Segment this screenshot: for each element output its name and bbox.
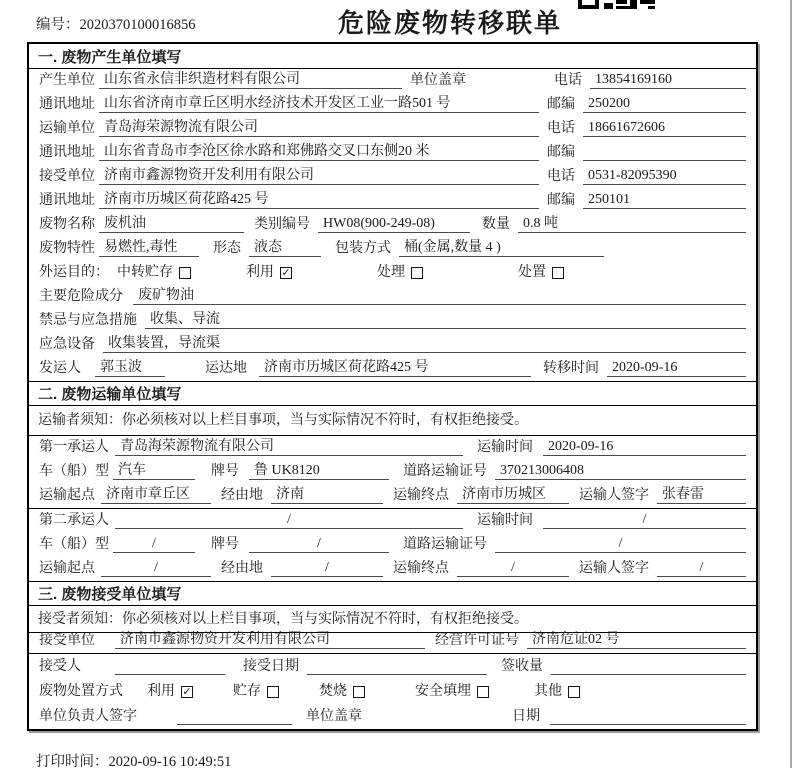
accept-unit-value: 济南市鑫源物资开发利用有限公司	[115, 631, 425, 649]
carrier1-value: 青岛海荣源物流有限公司	[115, 438, 463, 456]
unit-seal-label: 单位盖章	[410, 73, 466, 88]
transporter-row	[29, 117, 756, 141]
destination-value: 济南市历城区荷花路425 号	[259, 359, 531, 377]
form-label: 形态	[213, 241, 241, 256]
transporter-address: 山东省青岛市李沧区徐水路和郑佛路交叉口东侧20 米	[99, 143, 539, 161]
disposal-option-use: 利用	[147, 684, 175, 699]
receiver-value: 济南市鑫源物资开发利用有限公司	[99, 167, 539, 185]
transport-time-label: 运输时间	[477, 513, 533, 528]
end1-value: 济南市历城区	[457, 486, 569, 504]
receiver-zip: 250101	[583, 191, 746, 209]
transport-time2-value: /	[543, 511, 746, 529]
permit-label: 经营许可证号	[435, 633, 519, 648]
plate1-value: 鲁 UK8120	[249, 462, 389, 480]
sign-qty-value	[551, 658, 746, 675]
head-sign-value	[177, 708, 292, 725]
checkmark: ✓	[281, 266, 291, 279]
producer-value: 山东省永信非织造材料有限公司	[99, 71, 402, 89]
address-label: 通讯地址	[39, 193, 95, 208]
form-value: 液态	[249, 239, 321, 257]
equipment-row	[29, 333, 756, 357]
checkbox-disposal-use-icon	[181, 686, 193, 698]
date-value	[550, 708, 746, 725]
disposal-option-storage: 贮存	[233, 684, 261, 699]
phone-label: 电话	[547, 121, 575, 136]
emergency-value: 收集、导流	[145, 311, 746, 329]
transfer-time-label: 转移时间	[543, 361, 599, 376]
origin-label: 运输起点	[39, 561, 95, 576]
receiver-address-row	[29, 189, 756, 213]
via-label: 经由地	[221, 488, 263, 503]
transport-time1-value: 2020-09-16	[543, 438, 746, 456]
receiver-row	[29, 165, 756, 189]
end-label: 运输终点	[393, 488, 449, 503]
hazard-label: 主要危险成分	[39, 289, 123, 304]
acceptor-row	[29, 654, 756, 679]
carrier1-row	[29, 436, 756, 460]
plate-label: 牌号	[211, 537, 239, 552]
origin1-value: 济南市章丘区	[101, 486, 211, 504]
route1-row	[29, 484, 756, 508]
emergency-row	[29, 309, 756, 333]
accept-date-label: 接受日期	[243, 659, 299, 674]
carrier2-row	[29, 509, 756, 533]
disposal-label: 废物处置方式	[39, 684, 123, 699]
waste-name-label: 废物名称	[39, 217, 95, 232]
checkbox-transfer-storage-icon	[179, 267, 191, 279]
purpose-option-dispose: 处置	[518, 265, 546, 280]
via1-value: 济南	[271, 486, 383, 504]
section2-header: 二. 废物运输单位填写	[29, 381, 756, 406]
vehicle-type-label: 车（船）型	[39, 464, 109, 479]
head-sign-label: 单位负责人签字	[39, 709, 137, 724]
packing-label: 包装方式	[335, 241, 391, 256]
carrier2-value: /	[115, 511, 463, 529]
zip-label: 邮编	[547, 145, 575, 160]
route2-row	[29, 557, 756, 581]
road-license1-value: 370213006408	[495, 462, 746, 480]
equipment-label: 应急设备	[39, 337, 95, 352]
category-code: HW08(900-249-08)	[318, 215, 470, 233]
purpose-row	[29, 261, 756, 285]
checkbox-disposal-storage-icon	[267, 686, 279, 698]
accept-unit-row	[29, 633, 756, 654]
phone-label: 电话	[547, 169, 575, 184]
disposal-row	[29, 679, 756, 704]
sign-qty-label: 签收量	[501, 659, 543, 674]
section2-notice: 运输者须知：你必须核对以上栏目事项，当与实际情况不符时，有权拒绝接受。	[29, 406, 756, 436]
origin-label: 运输起点	[39, 488, 95, 503]
carrier-sign-label: 运输人签字	[579, 561, 649, 576]
character-value: 易燃性,毒性	[99, 239, 199, 257]
producer-row	[29, 69, 756, 93]
page-scan-edge	[790, 0, 792, 768]
vehicle1-row	[29, 460, 756, 484]
head-sign-row	[29, 704, 756, 729]
emergency-label: 禁忌与应急措施	[39, 313, 137, 328]
checkbox-use-icon	[280, 267, 292, 279]
purpose-option-use: 利用	[246, 265, 274, 280]
unit-seal-label: 单位盖章	[306, 709, 362, 724]
transporter-value: 青岛海荣源物流有限公司	[99, 119, 539, 137]
purpose-option-transfer-storage: 中转贮存	[117, 265, 173, 280]
purpose-option-treat: 处理	[377, 265, 405, 280]
waste-character-row	[29, 237, 756, 261]
producer-zip: 250200	[583, 95, 746, 113]
via2-value: /	[271, 559, 383, 577]
transfer-time-value: 2020-09-16	[607, 359, 746, 377]
checkbox-dispose-icon	[552, 267, 564, 279]
transport-time-label: 运输时间	[477, 440, 533, 455]
permit-value: 济南危证02 号	[527, 631, 746, 649]
carrier-sign-label: 运输人签字	[579, 488, 649, 503]
carrier-sign2-value: /	[657, 559, 746, 577]
character-label: 废物特性	[39, 241, 95, 256]
road-license-label: 道路运输证号	[403, 537, 487, 552]
disposal-option-other: 其他	[534, 684, 562, 699]
plate2-value: /	[249, 535, 389, 553]
equipment-value: 收集装置，导流渠	[103, 335, 746, 353]
acceptor-value	[115, 658, 225, 675]
serial-number: 2020370100016856	[79, 17, 196, 33]
shipper-label: 发运人	[39, 361, 81, 376]
hazard-row	[29, 285, 756, 309]
hazard-value: 废矿物油	[133, 287, 746, 305]
address-label: 通讯地址	[39, 97, 95, 112]
purpose-label: 外运目的：	[39, 265, 109, 280]
producer-address: 山东省济南市章丘区明水经济技术开发区工业一路501 号	[99, 95, 539, 113]
date-label: 日期	[512, 709, 540, 724]
receiver-label: 接受单位	[39, 169, 95, 184]
transporter-label: 运输单位	[39, 121, 95, 136]
waste-name-row	[29, 213, 756, 237]
origin2-value: /	[101, 559, 211, 577]
shipper-value: 郭玉波	[95, 359, 165, 377]
end-label: 运输终点	[393, 561, 449, 576]
serial-label: 编号：	[36, 17, 80, 33]
quantity-value: 0.8 吨	[518, 215, 746, 233]
receiver-address: 济南市历城区荷花路425 号	[99, 191, 539, 209]
checkbox-treat-icon	[411, 267, 423, 279]
checkmark: ✓	[182, 685, 192, 698]
transporter-phone: 18661672606	[583, 119, 746, 137]
packing-value: 桶(金属,数量 4 )	[399, 239, 604, 257]
transfer-form-table	[27, 42, 758, 731]
print-time-value: 2020-09-16 10:49:51	[108, 754, 232, 770]
second-carrier-block	[29, 509, 756, 581]
zip-label: 邮编	[547, 193, 575, 208]
road-license2-value: /	[495, 535, 746, 553]
checkbox-disposal-incinerate-icon	[353, 686, 365, 698]
accept-unit-label: 接受单位	[39, 633, 95, 648]
print-time-label: 打印时间：	[36, 754, 109, 770]
phone-label: 电话	[554, 73, 582, 88]
section1-header: 一. 废物产生单位填写	[29, 44, 756, 69]
plate-label: 牌号	[211, 464, 239, 479]
carrier-sign1-value: 张春雷	[657, 486, 746, 504]
address-label: 通讯地址	[39, 145, 95, 160]
accept-date-value	[307, 658, 487, 675]
waste-name: 废机油	[99, 215, 244, 233]
checkbox-disposal-other-icon	[568, 686, 580, 698]
via-label: 经由地	[221, 561, 263, 576]
first-carrier-block	[29, 436, 756, 509]
acceptor-label: 接受人	[39, 659, 81, 674]
vehicle1-value: 汽车	[113, 462, 195, 480]
receiver-phone: 0531-82095390	[583, 167, 746, 185]
disposal-option-landfill: 安全填埋	[415, 684, 471, 699]
qr-code-icon	[578, 0, 658, 10]
destination-label: 运达地	[205, 361, 247, 376]
producer-phone: 13854169160	[590, 71, 746, 89]
carrier2-label: 第二承运人	[39, 513, 109, 528]
vehicle-type-label: 车（船）型	[39, 537, 109, 552]
transporter-zip	[583, 144, 746, 161]
quantity-label: 数量	[482, 217, 510, 232]
transporter-address-row	[29, 141, 756, 165]
zip-label: 邮编	[547, 97, 575, 112]
section3-notice: 接受者须知：你必须核对以上栏目事项，当与实际情况不符时，有权拒绝接受。	[29, 606, 756, 633]
disposal-option-incinerate: 焚烧	[319, 684, 347, 699]
category-label: 类别编号	[254, 217, 310, 232]
page-title: 危险废物转移联单	[337, 8, 562, 38]
road-license-label: 道路运输证号	[403, 464, 487, 479]
carrier1-label: 第一承运人	[39, 440, 109, 455]
producer-label: 产生单位	[39, 73, 95, 88]
producer-address-row	[29, 93, 756, 117]
shipper-row	[29, 357, 756, 381]
section3-header: 三. 废物接受单位填写	[29, 581, 756, 606]
vehicle2-row	[29, 533, 756, 557]
checkbox-disposal-landfill-icon	[477, 686, 489, 698]
end2-value: /	[457, 559, 569, 577]
vehicle2-value: /	[113, 535, 195, 553]
